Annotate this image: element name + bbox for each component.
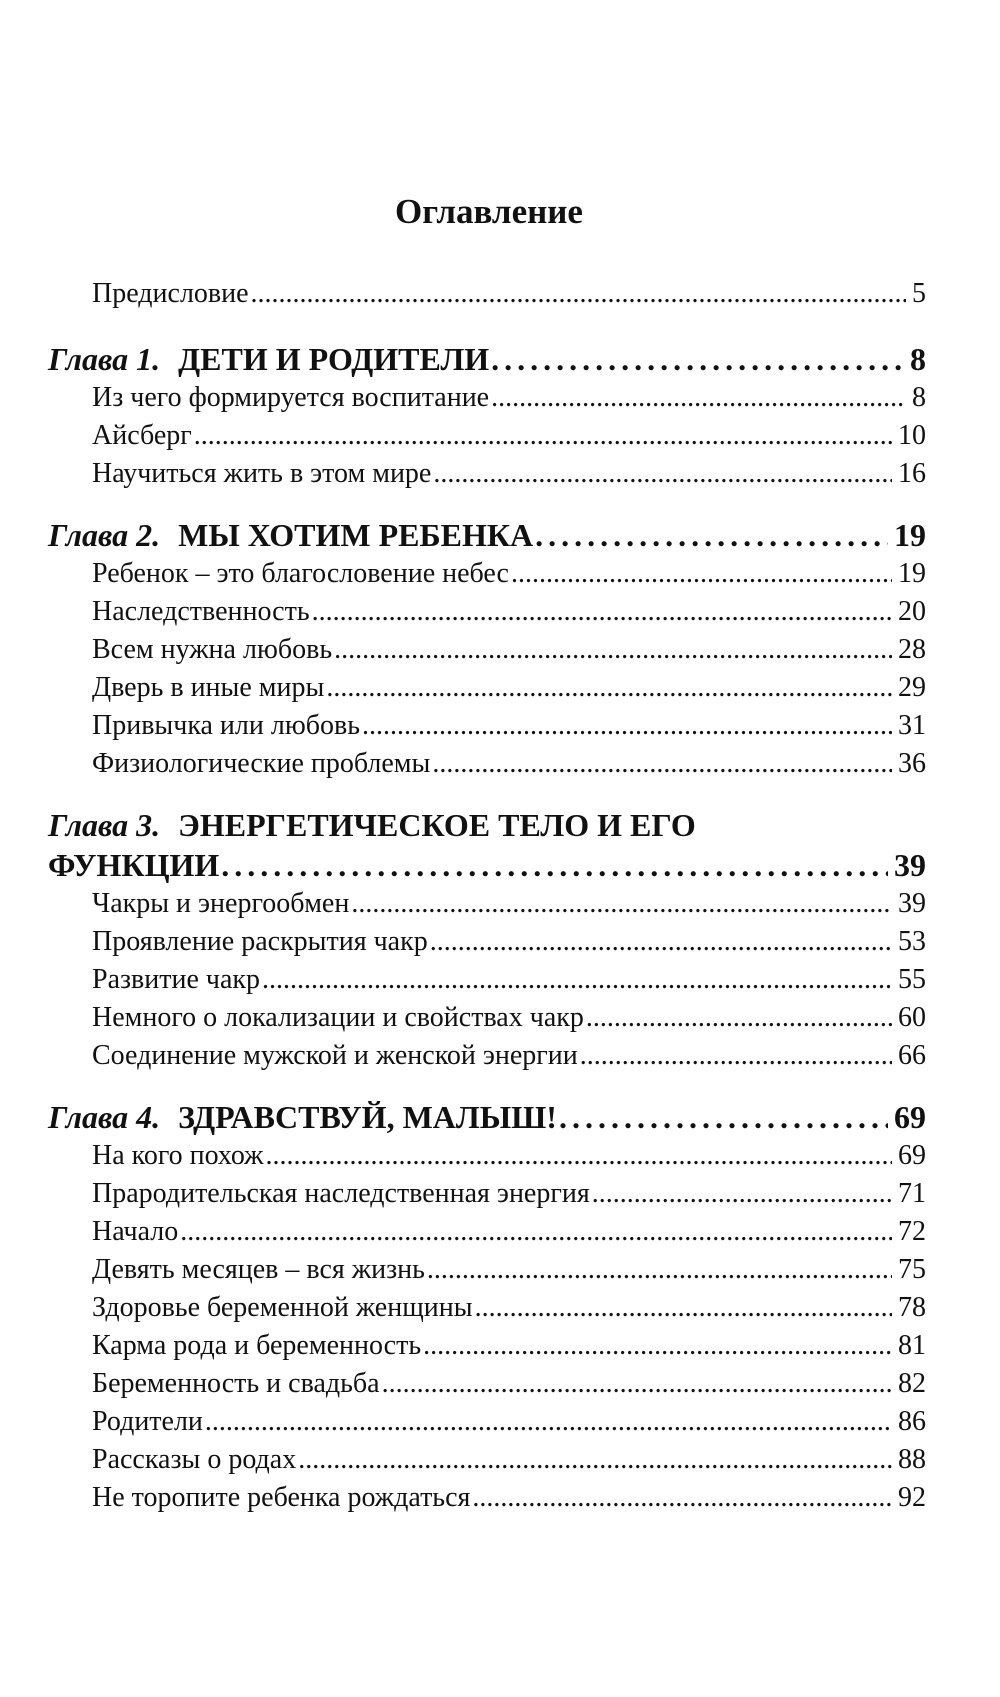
entry-page: 88: [898, 1444, 926, 1475]
entry-page: 55: [898, 964, 926, 995]
toc-entry[interactable]: [48, 1327, 926, 1365]
toc-entry[interactable]: [48, 745, 926, 783]
entry-label: Соединение мужской и женской энергии: [92, 1040, 578, 1071]
entry-label: На кого похож: [92, 1140, 264, 1171]
table-of-contents: [48, 275, 926, 1517]
entry-page: 53: [898, 926, 926, 957]
chapter-label: Глава 3.: [48, 807, 161, 843]
dot-leader: [326, 669, 892, 707]
dot-leader: [205, 1403, 892, 1441]
entry-label: Всем нужна любовь: [92, 634, 333, 665]
toc-chapter-3-heading[interactable]: [48, 805, 926, 845]
dot-leader: [430, 923, 892, 961]
toc-entry[interactable]: [48, 923, 926, 961]
chapter-page: 39: [894, 847, 926, 883]
chapter-label: Глава 1.: [48, 341, 161, 377]
entry-label: Беременность и свадьба: [92, 1368, 380, 1399]
entry-label: Девять месяцев – вся жизнь: [92, 1254, 425, 1285]
chapter-title: ЭНЕРГЕТИЧЕСКОЕ ТЕЛО И ЕГО: [178, 807, 696, 843]
dot-leader: [511, 555, 892, 593]
toc-entry[interactable]: [48, 1037, 926, 1075]
entry-label: Проявление раскрытия чакр: [92, 926, 428, 957]
toc-chapter-3[interactable]: [48, 845, 926, 885]
chapter-label: Глава 4.: [48, 1099, 161, 1135]
dot-leader: [251, 275, 906, 313]
dot-leader: [586, 999, 892, 1037]
entry-page: 8: [912, 382, 926, 413]
dot-leader: [475, 1289, 892, 1327]
entry-label: Предисловие: [92, 278, 249, 309]
dot-leader: [491, 379, 906, 417]
chapter-page: 8: [910, 341, 926, 377]
entry-page: 20: [898, 596, 926, 627]
dot-leader: [432, 745, 892, 783]
dot-leader: [221, 845, 888, 885]
entry-label: Научиться жить в этом мире: [92, 458, 432, 489]
toc-entry[interactable]: [48, 1479, 926, 1517]
entry-page: 75: [898, 1254, 926, 1285]
entry-page: 28: [898, 634, 926, 665]
entry-page: 31: [898, 710, 926, 741]
toc-entry[interactable]: [48, 707, 926, 745]
entry-label: Здоровье беременной женщины: [92, 1292, 473, 1323]
dot-leader: [180, 1213, 892, 1251]
chapter-title: ЗДРАВСТВУЙ, МАЛЫШ!: [178, 1099, 557, 1135]
entry-label: Дверь в иные миры: [92, 672, 325, 703]
entry-page: 92: [898, 1482, 926, 1513]
entry-page: 36: [898, 748, 926, 779]
toc-chapter-2[interactable]: [48, 515, 926, 555]
dot-leader: [334, 631, 892, 669]
entry-label: Привычка или любовь: [92, 710, 360, 741]
page-title: Оглавление: [395, 192, 583, 231]
entry-label: Физиологические проблемы: [92, 748, 431, 779]
toc-entry[interactable]: [48, 1441, 926, 1479]
entry-page: 86: [898, 1406, 926, 1437]
entry-page: 60: [898, 1002, 926, 1033]
dot-leader: [592, 1175, 892, 1213]
toc-entry[interactable]: [48, 1213, 926, 1251]
entry-page: 16: [898, 458, 926, 489]
toc-entry[interactable]: [48, 593, 926, 631]
dot-leader: [580, 1037, 892, 1075]
entry-label: Начало: [92, 1216, 179, 1247]
entry-label: Не торопите ребенка рождаться: [92, 1482, 471, 1513]
entry-label: Карма рода и беременность: [92, 1330, 422, 1361]
dot-leader: [423, 1327, 892, 1365]
toc-entry[interactable]: [48, 455, 926, 493]
entry-label: Развитие чакр: [92, 964, 261, 995]
entry-page: 78: [898, 1292, 926, 1323]
chapter-title: ДЕТИ И РОДИТЕЛИ: [178, 341, 490, 377]
dot-leader: [491, 339, 904, 379]
toc-chapter-4[interactable]: [48, 1097, 926, 1137]
dot-leader: [427, 1251, 892, 1289]
chapter-title: МЫ ХОТИМ РЕБЕНКА: [178, 517, 534, 553]
dot-leader: [472, 1479, 892, 1517]
toc-entry[interactable]: [48, 417, 926, 455]
entry-label: Ребенок – это благословение небес: [92, 558, 509, 589]
entry-label: Немного о локализации и свойствах чакр: [92, 1002, 584, 1033]
chapter-label: Глава 2.: [48, 517, 161, 553]
entry-page: 82: [898, 1368, 926, 1399]
toc-entry[interactable]: [48, 1365, 926, 1403]
entry-label: Из чего формируется воспитание: [92, 382, 490, 413]
entry-page: 66: [898, 1040, 926, 1071]
toc-entry[interactable]: [48, 555, 926, 593]
toc-entry[interactable]: [48, 1137, 926, 1175]
entry-label: Чакры и энергообмен: [92, 888, 350, 919]
entry-page: 69: [898, 1140, 926, 1171]
dot-leader: [433, 455, 892, 493]
toc-entry[interactable]: [48, 631, 926, 669]
dot-leader: [362, 707, 892, 745]
dot-leader: [266, 1137, 893, 1175]
toc-entry[interactable]: [48, 961, 926, 999]
entry-label: Наследственность: [92, 596, 310, 627]
chapter-page: 19: [894, 517, 926, 553]
toc-entry[interactable]: [48, 1251, 926, 1289]
entry-page: 71: [898, 1178, 926, 1209]
dot-leader: [535, 515, 888, 555]
toc-entry-preface[interactable]: [48, 275, 926, 313]
entry-page: 81: [898, 1330, 926, 1361]
toc-entry[interactable]: [48, 669, 926, 707]
entry-label: Прародительская наследственная энергия: [92, 1178, 590, 1209]
chapter-page: 69: [894, 1099, 926, 1135]
dot-leader: [351, 885, 892, 923]
entry-page: 72: [898, 1216, 926, 1247]
chapter-title-continued: ФУНКЦИИ: [48, 847, 220, 883]
dot-leader: [312, 593, 892, 631]
toc-entry[interactable]: [48, 1289, 926, 1327]
toc-chapter-1[interactable]: [48, 339, 926, 379]
entry-page: 29: [898, 672, 926, 703]
dot-leader: [194, 417, 892, 455]
entry-page: 19: [898, 558, 926, 589]
toc-entry[interactable]: [48, 1175, 926, 1213]
dot-leader: [382, 1365, 892, 1403]
entry-label: Айсберг: [92, 420, 192, 451]
toc-entry[interactable]: [48, 379, 926, 417]
dot-leader: [262, 961, 892, 999]
toc-entry[interactable]: [48, 999, 926, 1037]
entry-page: 10: [898, 420, 926, 451]
toc-entry[interactable]: [48, 1403, 926, 1441]
dot-leader: [298, 1441, 892, 1479]
entry-page: 5: [912, 278, 926, 309]
entry-label: Рассказы о родах: [92, 1444, 297, 1475]
dot-leader: [559, 1097, 888, 1137]
entry-page: 39: [898, 888, 926, 919]
entry-label: Родители: [92, 1406, 203, 1437]
toc-entry[interactable]: [48, 885, 926, 923]
